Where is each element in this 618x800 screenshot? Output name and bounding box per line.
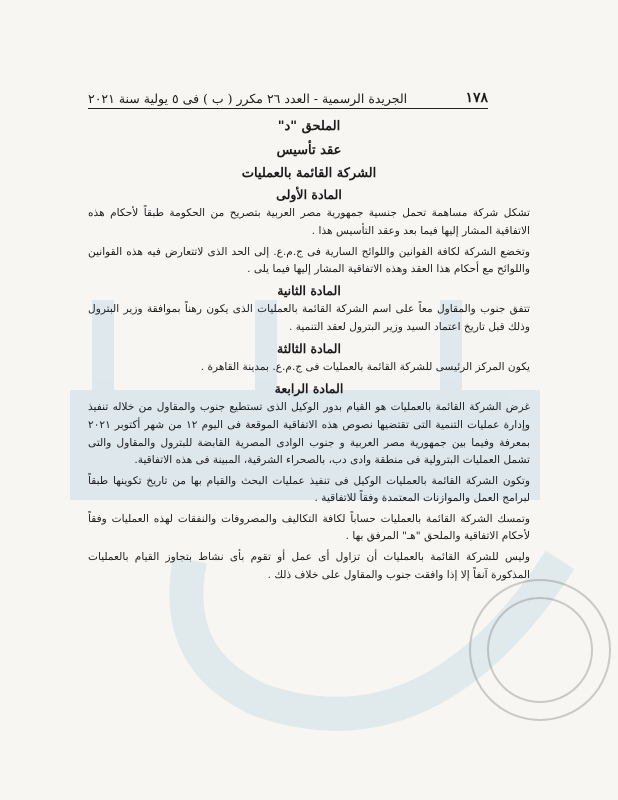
article-2-title: المادة الثانية <box>277 282 341 298</box>
document-body <box>88 114 530 587</box>
article-1-title: المادة الأولى <box>276 186 342 202</box>
article-1-paragraph-2: وتخضع الشركة لكافة القوانين واللوائح السارية فى ج.م.ع. إلى الحد الذى لاتتعارض فيه هذه القوانين واللوائح مع أحكام هذا العقد وهذه الاتفاقية المشار إليها فيما يلى . <box>88 245 530 276</box>
article-1-paragraph-1: تشكل شركة مساهمة تحمل جنسية جمهورية مصر العربية بتصريح من الحكومة طبقاً لأحكام هذه الاتفاقية المشار إليها فيما بعد وعقد التأسيس هذا . <box>88 207 530 237</box>
company-name: الشركة القائمة بالعمليات <box>241 166 377 182</box>
page-number: ١٧٨ <box>465 90 488 106</box>
contract-title: عقد تأسيس <box>276 142 342 158</box>
article-2-paragraph-1: تتفق جنوب والمقاول معاً على اسم الشركة القائمة بالعمليات الذى يكون رهناً بموافقة وزير البترول وذلك قبل تاريخ اعتماد السيد وزير البترول لعقد التنمية . <box>88 303 530 333</box>
article-4-paragraph-1: غرض الشركة القائمة بالعمليات هو القيام بدور الوكيل الذى تستطيع جنوب والمقاول من خلاله تنفيذ وإدارة عمليات التنمية التى تقتضيها نصوص هذه الاتفاقية الموقعة فى اليوم ١٢ من شهر أكتوبر ٢٠٢١ بمعرفة وفيما بين جمهورية مصر العربية و جنوب الوادى المصرية القابضة للبترول والمقاول والتى تشمل العمليات البترولية فى منطقة وادى دب، بالصحراء الشرقية، المبينة فى هذه الاتفاقية. <box>88 401 530 467</box>
article-4-paragraph-3: وتمسك الشركة القائمة بالعمليات حساباً لكافة التكاليف والمصروفات والنفقات لهذه العمليات وفقاً لأحكام الاتفاقية والملحق "هـ" المرفق بها . <box>88 512 530 543</box>
article-4-title: المادة الرابعة <box>274 380 344 396</box>
article-3-paragraph-1: يكون المركز الرئيسى للشركة القائمة بالعمليات فى ج.م.ع. بمدينة القاهرة . <box>200 361 530 374</box>
article-4-paragraph-2: وتكون الشركة القائمة بالعمليات الوكيل فى تنفيذ عمليات البحث والقيام بها من تاريخ تكوينها طبقاً لبرامج العمل والموازنات المعتمدة وفقاً للاتفاقية . <box>88 474 530 505</box>
article-4-paragraph-4: وليس للشركة القائمة بالعمليات أن تزاول أى عمل أو تقوم بأى نشاط بتجاوز القيام بالعمليات المذكورة آنفاً إلا إذا وافقت جنوب والمقاول على خلاف ذلك . <box>88 551 530 581</box>
running-header <box>88 84 488 109</box>
annex-heading: الملحق "د" <box>277 119 341 134</box>
article-3-title: المادة الثالثة <box>277 340 341 356</box>
running-title: الجريدة الرسمية - العدد ٢٦ مكرر ( ب ) فى ٥ يولية سنة ٢٠٢١ <box>88 91 408 106</box>
